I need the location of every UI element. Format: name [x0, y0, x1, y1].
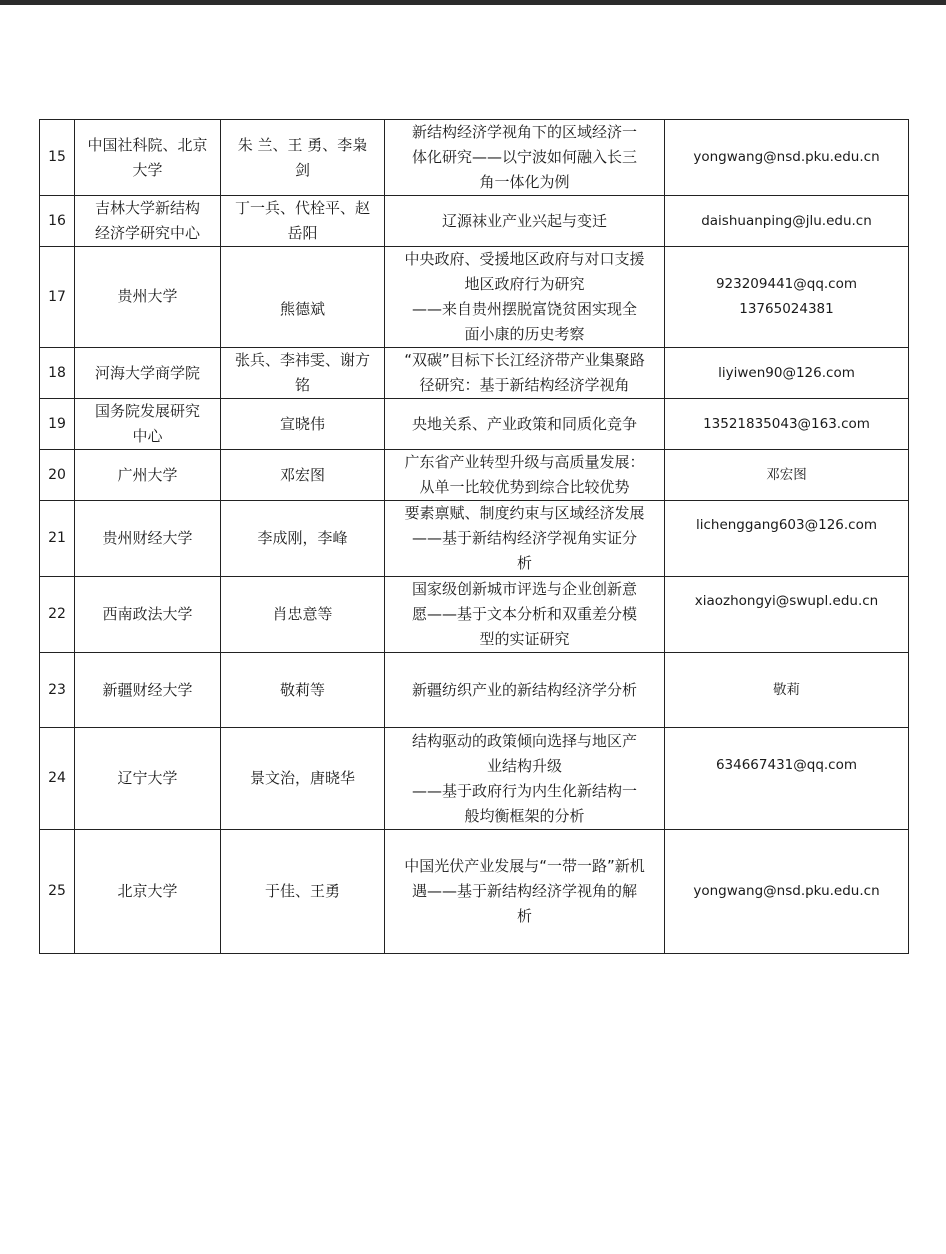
row-number: 21 [40, 501, 75, 577]
institution-cell: 北京大学 [75, 830, 221, 954]
authors-cell: 熊德斌 [221, 247, 385, 348]
table-row [40, 653, 909, 728]
contact-cell: yongwang@nsd.pku.edu.cn [665, 830, 909, 954]
authors-cell: 宣晓伟 [221, 399, 385, 450]
institution-cell: 国务院发展研究 中心 [75, 399, 221, 450]
institution-cell: 新疆财经大学 [75, 653, 221, 728]
contact-cell: 634667431@qq.com [665, 728, 909, 830]
authors-cell: 丁一兵、代栓平、赵 岳阳 [221, 196, 385, 247]
paper-title-cell: 国家级创新城市评选与企业创新意 愿——基于文本分析和双重差分模 型的实证研究 [385, 577, 665, 653]
contact-cell: daishuanping@jlu.edu.cn [665, 196, 909, 247]
table-row [40, 577, 909, 653]
row-number: 22 [40, 577, 75, 653]
paper-title-cell: 广东省产业转型升级与高质量发展： 从单一比较优势到综合比较优势 [385, 450, 665, 501]
institution-cell: 贵州财经大学 [75, 501, 221, 577]
row-number: 19 [40, 399, 75, 450]
table-row [40, 450, 909, 501]
table-row [40, 830, 909, 954]
table-row [40, 196, 909, 247]
paper-title-cell: 辽源袜业产业兴起与变迁 [385, 196, 665, 247]
row-number: 16 [40, 196, 75, 247]
row-number: 25 [40, 830, 75, 954]
table-row [40, 728, 909, 830]
paper-title-cell: 中国光伏产业发展与“一带一路”新机 遇——基于新结构经济学视角的解 析 [385, 830, 665, 954]
top-border-bar [0, 0, 946, 5]
paper-title-cell: 中央政府、受援地区政府与对口支援 地区政府行为研究 ——来自贵州摆脱富饶贫困实现全 面小康的历史考察 [385, 247, 665, 348]
authors-cell: 景文治，唐晓华 [221, 728, 385, 830]
paper-title-cell: 央地关系、产业政策和同质化竞争 [385, 399, 665, 450]
authors-cell: 肖忠意等 [221, 577, 385, 653]
contact-cell: 13521835043@163.com [665, 399, 909, 450]
institution-cell: 广州大学 [75, 450, 221, 501]
institution-cell: 贵州大学 [75, 247, 221, 348]
table-row [40, 247, 909, 348]
authors-cell: 李成刚，李峰 [221, 501, 385, 577]
row-number: 23 [40, 653, 75, 728]
contact-cell: xiaozhongyi@swupl.edu.cn [665, 577, 909, 653]
contact-cell: liyiwen90@126.com [665, 348, 909, 399]
row-number: 15 [40, 120, 75, 196]
contact-cell: 邓宏图 [665, 450, 909, 501]
table-row [40, 399, 909, 450]
row-number: 24 [40, 728, 75, 830]
contact-cell: 923209441@qq.com 13765024381 [665, 247, 909, 348]
authors-cell: 张兵、李祎雯、谢方 铭 [221, 348, 385, 399]
contact-cell: 敬莉 [665, 653, 909, 728]
authors-cell: 朱 兰、王 勇、李枭 剑 [221, 120, 385, 196]
row-number: 18 [40, 348, 75, 399]
institution-cell: 中国社科院、北京 大学 [75, 120, 221, 196]
table-row [40, 348, 909, 399]
institution-cell: 西南政法大学 [75, 577, 221, 653]
institution-cell: 吉林大学新结构 经济学研究中心 [75, 196, 221, 247]
institution-cell: 河海大学商学院 [75, 348, 221, 399]
paper-title-cell: “双碳”目标下长江经济带产业集聚路 径研究：基于新结构经济学视角 [385, 348, 665, 399]
authors-cell: 于佳、王勇 [221, 830, 385, 954]
contact-cell: lichenggang603@126.com [665, 501, 909, 577]
paper-title-cell: 新结构经济学视角下的区域经济一 体化研究——以宁波如何融入长三 角一体化为例 [385, 120, 665, 196]
paper-title-cell: 结构驱动的政策倾向选择与地区产 业结构升级 ——基于政府行为内生化新结构一 般均衡框架的分析 [385, 728, 665, 830]
institution-cell: 辽宁大学 [75, 728, 221, 830]
paper-title-cell: 新疆纺织产业的新结构经济学分析 [385, 653, 665, 728]
contact-cell: yongwang@nsd.pku.edu.cn [665, 120, 909, 196]
row-number: 17 [40, 247, 75, 348]
paper-title-cell: 要素禀赋、制度约束与区域经济发展 ——基于新结构经济学视角实证分 析 [385, 501, 665, 577]
table-row [40, 501, 909, 577]
authors-cell: 敬莉等 [221, 653, 385, 728]
paper-list-table [39, 119, 909, 954]
row-number: 20 [40, 450, 75, 501]
table-row [40, 120, 909, 196]
authors-cell: 邓宏图 [221, 450, 385, 501]
